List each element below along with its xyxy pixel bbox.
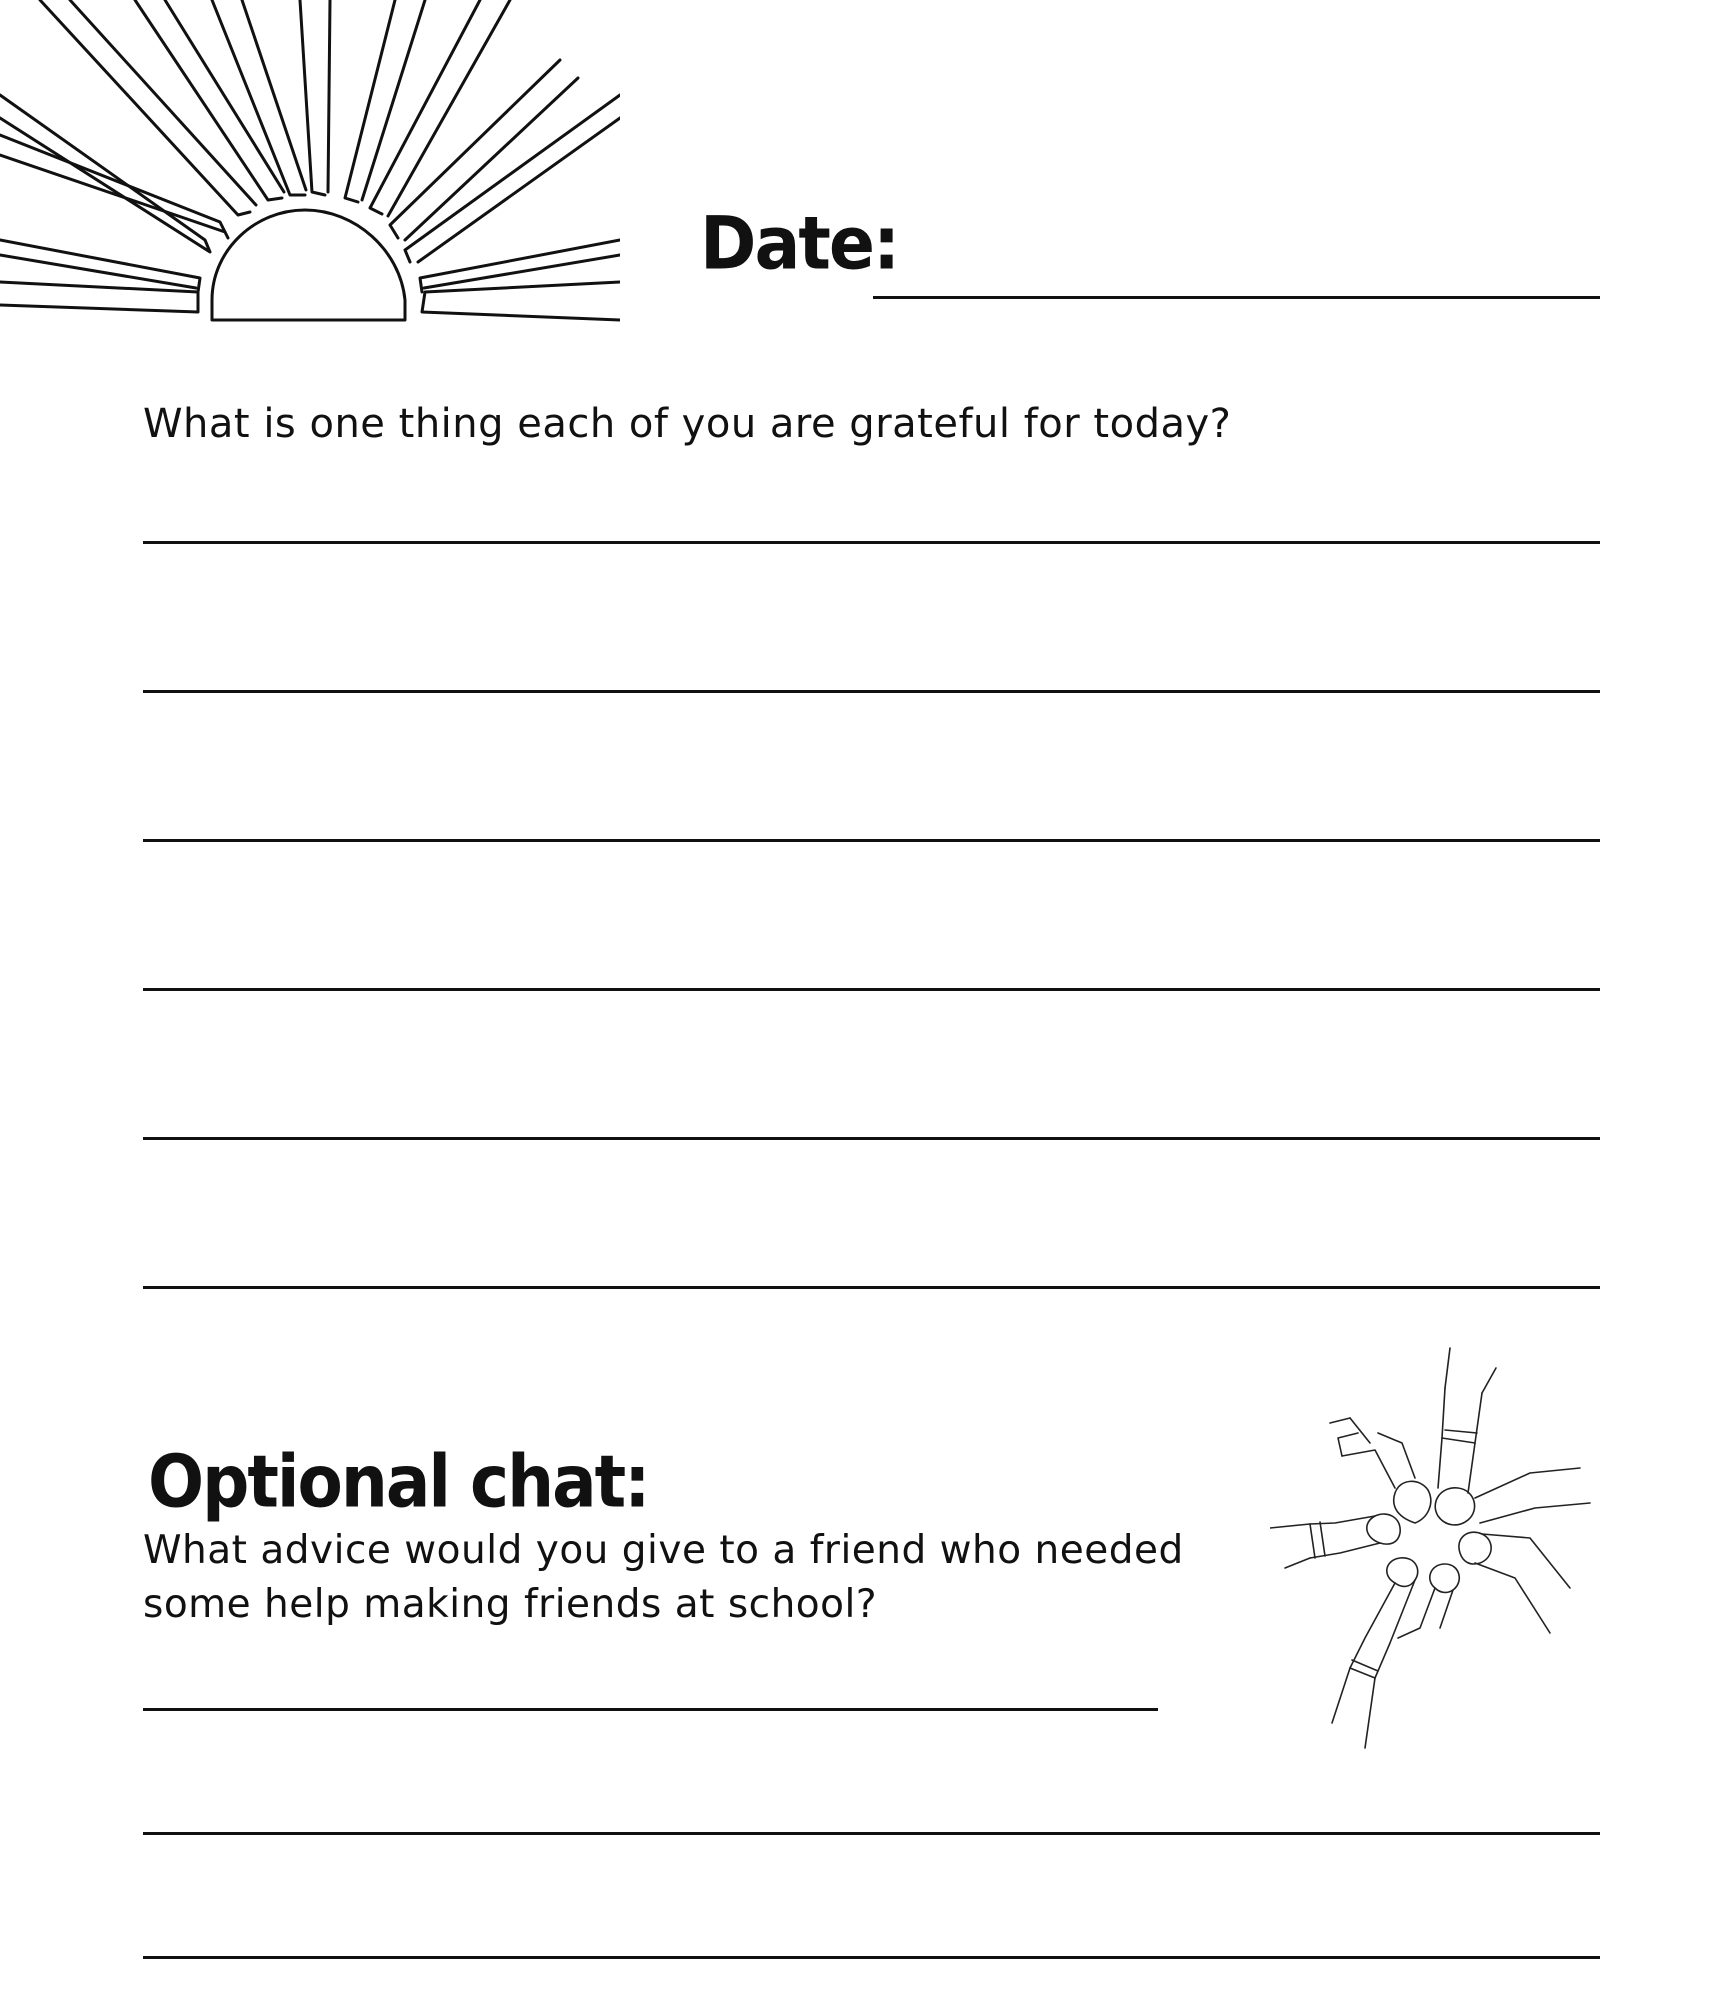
answer-line[interactable] — [143, 1137, 1600, 1140]
stacked-fists-illustration — [1270, 1338, 1600, 1758]
answer-line[interactable] — [143, 839, 1600, 842]
advice-question: What advice would you give to a friend who needed some help making friends at school? — [143, 1528, 1184, 1627]
date-label: Date: — [700, 201, 899, 287]
answer-line-short[interactable] — [143, 1708, 1158, 1711]
answer-line[interactable] — [143, 988, 1600, 991]
answer-line[interactable] — [143, 1956, 1600, 1959]
answer-line[interactable] — [143, 1832, 1600, 1835]
sun-illustration — [0, 0, 620, 325]
answer-line[interactable] — [143, 1286, 1600, 1289]
gratitude-question: What is one thing each of you are grateful for today? — [143, 401, 1232, 447]
optional-chat-heading: Optional chat: — [148, 1439, 649, 1525]
answer-line[interactable] — [143, 690, 1600, 693]
date-write-line[interactable] — [873, 296, 1600, 299]
answer-line[interactable] — [143, 541, 1600, 544]
